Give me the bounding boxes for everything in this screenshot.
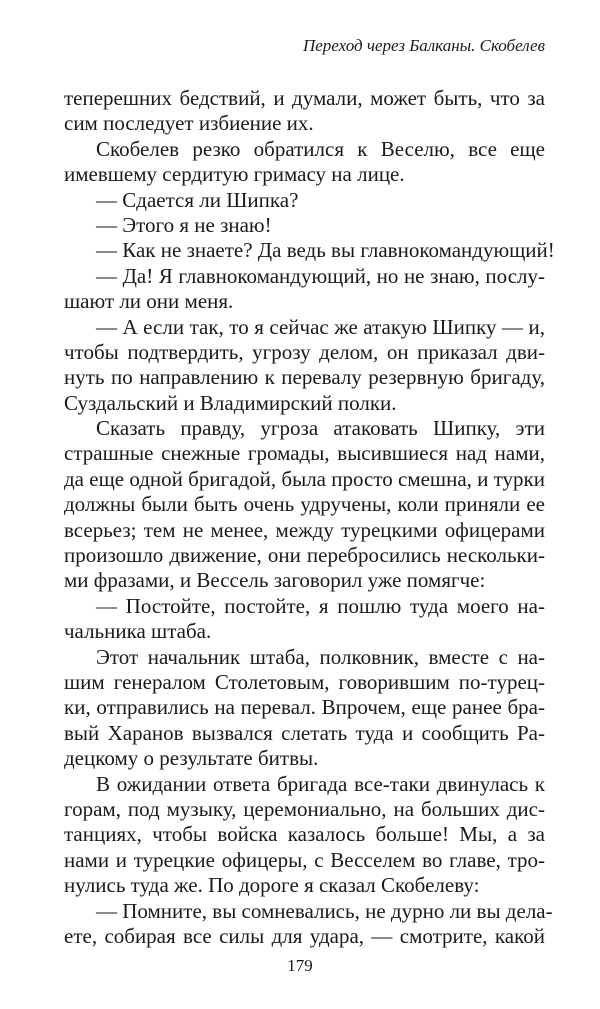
text-line: — Сдается ли Шипка? [96,187,299,212]
text-line: В ожидании ответа бригада все-таки двинулась к [96,771,545,796]
page-number: 179 [287,956,313,975]
text-line: — Этого я не знаю! [96,212,272,237]
text-line: — Как не знаете? Да ведь вы главнокомандующий! [96,238,555,263]
text-line: сим последует избиение их. [64,111,314,136]
text-line: — А если так, то я сейчас же атакую Шипку — и, [96,314,545,339]
text-line: — Помните, вы сомневались, не дурно ли вы дела- [96,898,553,923]
text-line: имевшему сердитую гримасу на лице. [64,162,405,187]
text-line: нами и турецкие офицеры, с Весселем во главе, тро- [64,847,545,872]
text-line: ки, отправились на перевал. Впрочем, еще ранее бра- [64,695,545,720]
text-line: чтобы подтвердить, угрозу делом, он приказал дви- [64,339,545,364]
text-line: — Постойте, постойте, я пошлю туда моего на- [96,593,545,618]
text-line: вый Харанов вызвался слетать туда и сообщить Ра- [64,720,545,745]
text-line: чальника штаба. [64,619,212,644]
text-line: должны были быть очень удручены, коли приняли ее [64,492,545,517]
text-line: Этот начальник штаба, полковник, вместе с на- [96,644,545,669]
running-head: Переход через Балканы. Скобелев [302,36,545,55]
text-line: да еще одной бригадой, была просто смешна, и турки [64,466,545,491]
text-line: горам, под музыку, церемониально, на больших дис- [64,796,545,821]
text-line: танциях, чтобы войска казалось больше! Мы, а за [64,822,545,847]
text-line: Скобелев резко обратился к Веселю, все еще [96,136,545,161]
text-line: Сказать правду, угроза атаковать Шипку, эти [96,416,545,441]
text-line: страшные снежные громады, высившиеся над нами, [64,441,545,466]
text-line: Суздальский и Владимирский полки. [64,390,397,415]
text-line: шим генералом Столетовым, говорившим по-турец- [64,669,545,694]
text-line: — Да! Я главнокомандующий, но не знаю, послу- [96,263,545,288]
text-line: всерьез; тем не менее, между турецкими офицерами [64,517,545,542]
text-line: теперешних бедствий, и думали, может быть, что за [64,86,545,110]
text-line: ете, собирая все силы для удара, — смотрите, какой [64,923,545,948]
body-text [64,86,555,949]
text-line: шают ли они меня. [64,289,234,314]
text-line: нуть по направлению к перевалу резервную бригаду, [64,365,545,390]
text-line: децкому о результате битвы. [64,746,319,771]
text-line: произошло движение, они перебросились нескольки- [64,543,545,568]
text-line: ми фразами, и Вессель заговорил уже помягче: [64,568,486,593]
text-line: нулись туда же. По дороге я сказал Скобелеву: [64,873,480,898]
